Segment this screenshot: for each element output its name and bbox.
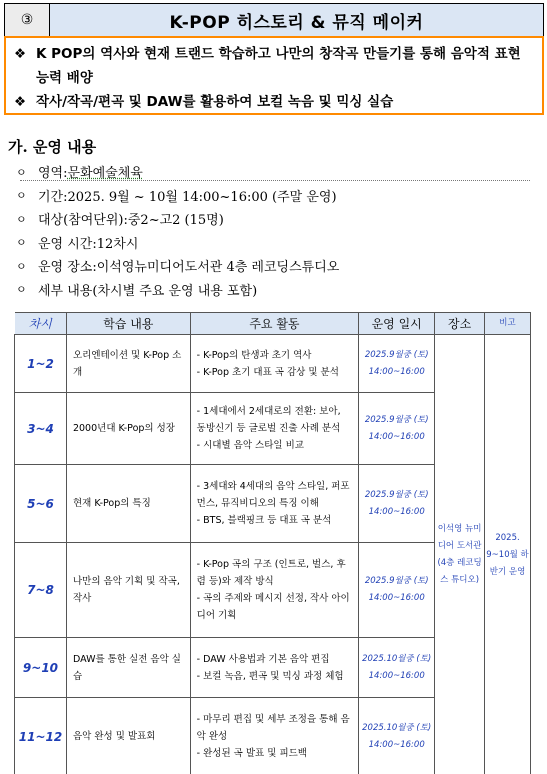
session-cell: 7~8: [15, 543, 67, 638]
activity-line: - 보컬 녹음, 편곡 및 믹싱 과정 체험: [196, 670, 344, 682]
time-text: 14:00~16:00: [368, 506, 425, 517]
info-value: 12차시: [96, 236, 139, 252]
content-cell: 나만의 음악 기획 및 작곡, 작사: [66, 543, 190, 638]
info-item: [16, 207, 339, 231]
col-header-note: 비고: [485, 313, 531, 335]
table-header-row: [15, 313, 531, 335]
info-item: [16, 160, 339, 184]
diamond-bullet-icon: ❖: [14, 94, 27, 110]
time-text: 14:00~16:00: [368, 739, 425, 750]
info-label: 대상(참여단위):: [38, 213, 128, 229]
activity-line: - K-Pop의 탄생과 초기 역사: [196, 349, 312, 361]
circle-bullet-icon: ㅇ: [16, 212, 27, 226]
info-item: [16, 254, 339, 278]
col-header-content: 학습 내용: [66, 313, 190, 335]
time-text: 14:00~16:00: [368, 670, 425, 681]
info-label: 운영 장소:: [38, 260, 97, 276]
info-item: [16, 184, 339, 208]
activity-line: - DAW 사용법과 기본 음악 편집: [196, 653, 330, 665]
goal-text: 작사/작곡/편곡 및 DAW를 활용하여 보컬 녹음 및 믹싱 실습: [36, 94, 394, 110]
title-bar: [4, 3, 544, 37]
activity-line: - 마무리 편집 및 세부 조정을 통해 음악 완성: [196, 714, 350, 742]
content-cell: DAW를 통한 실전 음악 실습: [66, 638, 190, 698]
activity-line: - K-Pop 초기 대표 곡 감상 및 분석: [196, 366, 339, 378]
datetime-cell: [359, 465, 435, 543]
activity-line: - 1세대에서 2세대로의 전환: 보아, 동방신기 등 글로벌 진출 사례 분석: [196, 406, 341, 434]
col-header-session: 차시: [15, 313, 67, 335]
goal-text: K POP의 역사와 현재 트랜드 학습하고 나만의 창작곡 만들기를 통해 음악적 표현 능력 배양: [36, 46, 521, 86]
session-cell: 11~12: [15, 698, 67, 774]
info-value: 2025. 9월 ~ 10월 14:00~16:00 (주말 운영): [67, 189, 337, 205]
info-list: [16, 160, 339, 301]
datetime-cell: [359, 335, 435, 393]
activity-line: - BTS, 블랙핑크 등 대표 곡 분석: [196, 515, 332, 526]
activities-cell: [190, 698, 359, 774]
datetime-cell: [359, 543, 435, 638]
info-value: 문화예술체육: [67, 166, 143, 182]
circle-bullet-icon: ㅇ: [16, 283, 27, 297]
date-text: 2025.10월중 (토): [362, 653, 432, 664]
content-cell: 음악 완성 및 발표회: [66, 698, 190, 774]
time-text: 14:00~16:00: [368, 431, 425, 442]
info-label: 운영 시간:: [38, 236, 97, 252]
activities-cell: [190, 638, 359, 698]
info-value: 이석영뉴미디어도서관 4층 레코딩스튜디오: [96, 260, 340, 276]
circle-bullet-icon: ㅇ: [16, 259, 27, 273]
info-label: 기간:: [38, 189, 68, 205]
content-cell: 2000년대 K-Pop의 성장: [66, 393, 190, 465]
info-label: 세부 내용: [38, 283, 93, 299]
activity-line: - 완성된 곡 발표 및 피드백: [196, 748, 307, 759]
info-label: 영역:: [38, 166, 68, 182]
session-cell: 1~2: [15, 335, 67, 393]
content-cell: 오리엔테이션 및 K-Pop 소개: [66, 335, 190, 393]
datetime-cell: [359, 393, 435, 465]
section-number: ③: [5, 4, 50, 36]
date-text: 2025.9월중 (토): [364, 576, 429, 586]
date-text: 2025.9월중 (토): [364, 414, 429, 425]
activities-cell: [190, 543, 359, 638]
col-header-place: 장소: [435, 313, 485, 335]
col-header-activities: 주요 활동: [190, 313, 359, 335]
circle-bullet-icon: ㅇ: [16, 236, 27, 250]
date-text: 2025.10월중 (토): [362, 722, 432, 733]
datetime-cell: [359, 638, 435, 698]
circle-bullet-icon: ㅇ: [16, 189, 27, 203]
info-value: 중2~고2 (15명): [127, 213, 224, 229]
time-text: 14:00~16:00: [368, 366, 425, 377]
info-value: (차시별 주요 운영 내용 포함): [92, 283, 258, 299]
goal-item: [14, 42, 534, 90]
activities-cell: [190, 465, 359, 543]
goal-item: [14, 90, 534, 114]
activity-line: - 곡의 주제와 메시지 선정, 작사 아이디어 기획: [196, 593, 350, 621]
activity-line: - 3세대와 4세대의 음악 스타일, 퍼포먼스, 뮤직비디오의 특징 이해: [196, 481, 350, 509]
note-cell: 2025. 9~10월 하반기 운영: [485, 335, 531, 774]
info-item: [16, 278, 339, 302]
session-cell: 3~4: [15, 393, 67, 465]
goals-box: [4, 36, 544, 115]
session-cell: 9~10: [15, 638, 67, 698]
info-item: [16, 231, 339, 255]
datetime-cell: [359, 698, 435, 774]
diamond-bullet-icon: ❖: [14, 46, 27, 62]
schedule-table: [14, 312, 531, 774]
date-text: 2025.9월중 (토): [364, 489, 429, 500]
content-cell: 현재 K-Pop의 특징: [66, 465, 190, 543]
activity-line: - K-Pop 곡의 구조 (인트로, 벌스, 후렴 등)와 제작 방식: [196, 559, 346, 587]
table-row: [15, 335, 531, 393]
circle-bullet-icon: ㅇ: [16, 165, 27, 179]
activities-cell: [190, 335, 359, 393]
activities-cell: [190, 393, 359, 465]
col-header-datetime: 운영 일시: [359, 313, 435, 335]
section-title: 가. 운영 내용: [8, 138, 97, 156]
date-text: 2025.9월중 (토): [364, 349, 429, 360]
session-cell: 5~6: [15, 465, 67, 543]
time-text: 14:00~16:00: [368, 593, 425, 603]
place-cell: 이석영 뉴미디어 도서관 (4층 레코딩스 튜디오): [435, 335, 485, 774]
page-title: K-POP 히스토리 & 뮤직 메이커: [50, 4, 543, 36]
activity-line: - 시대별 음악 스타일 비교: [196, 440, 304, 451]
